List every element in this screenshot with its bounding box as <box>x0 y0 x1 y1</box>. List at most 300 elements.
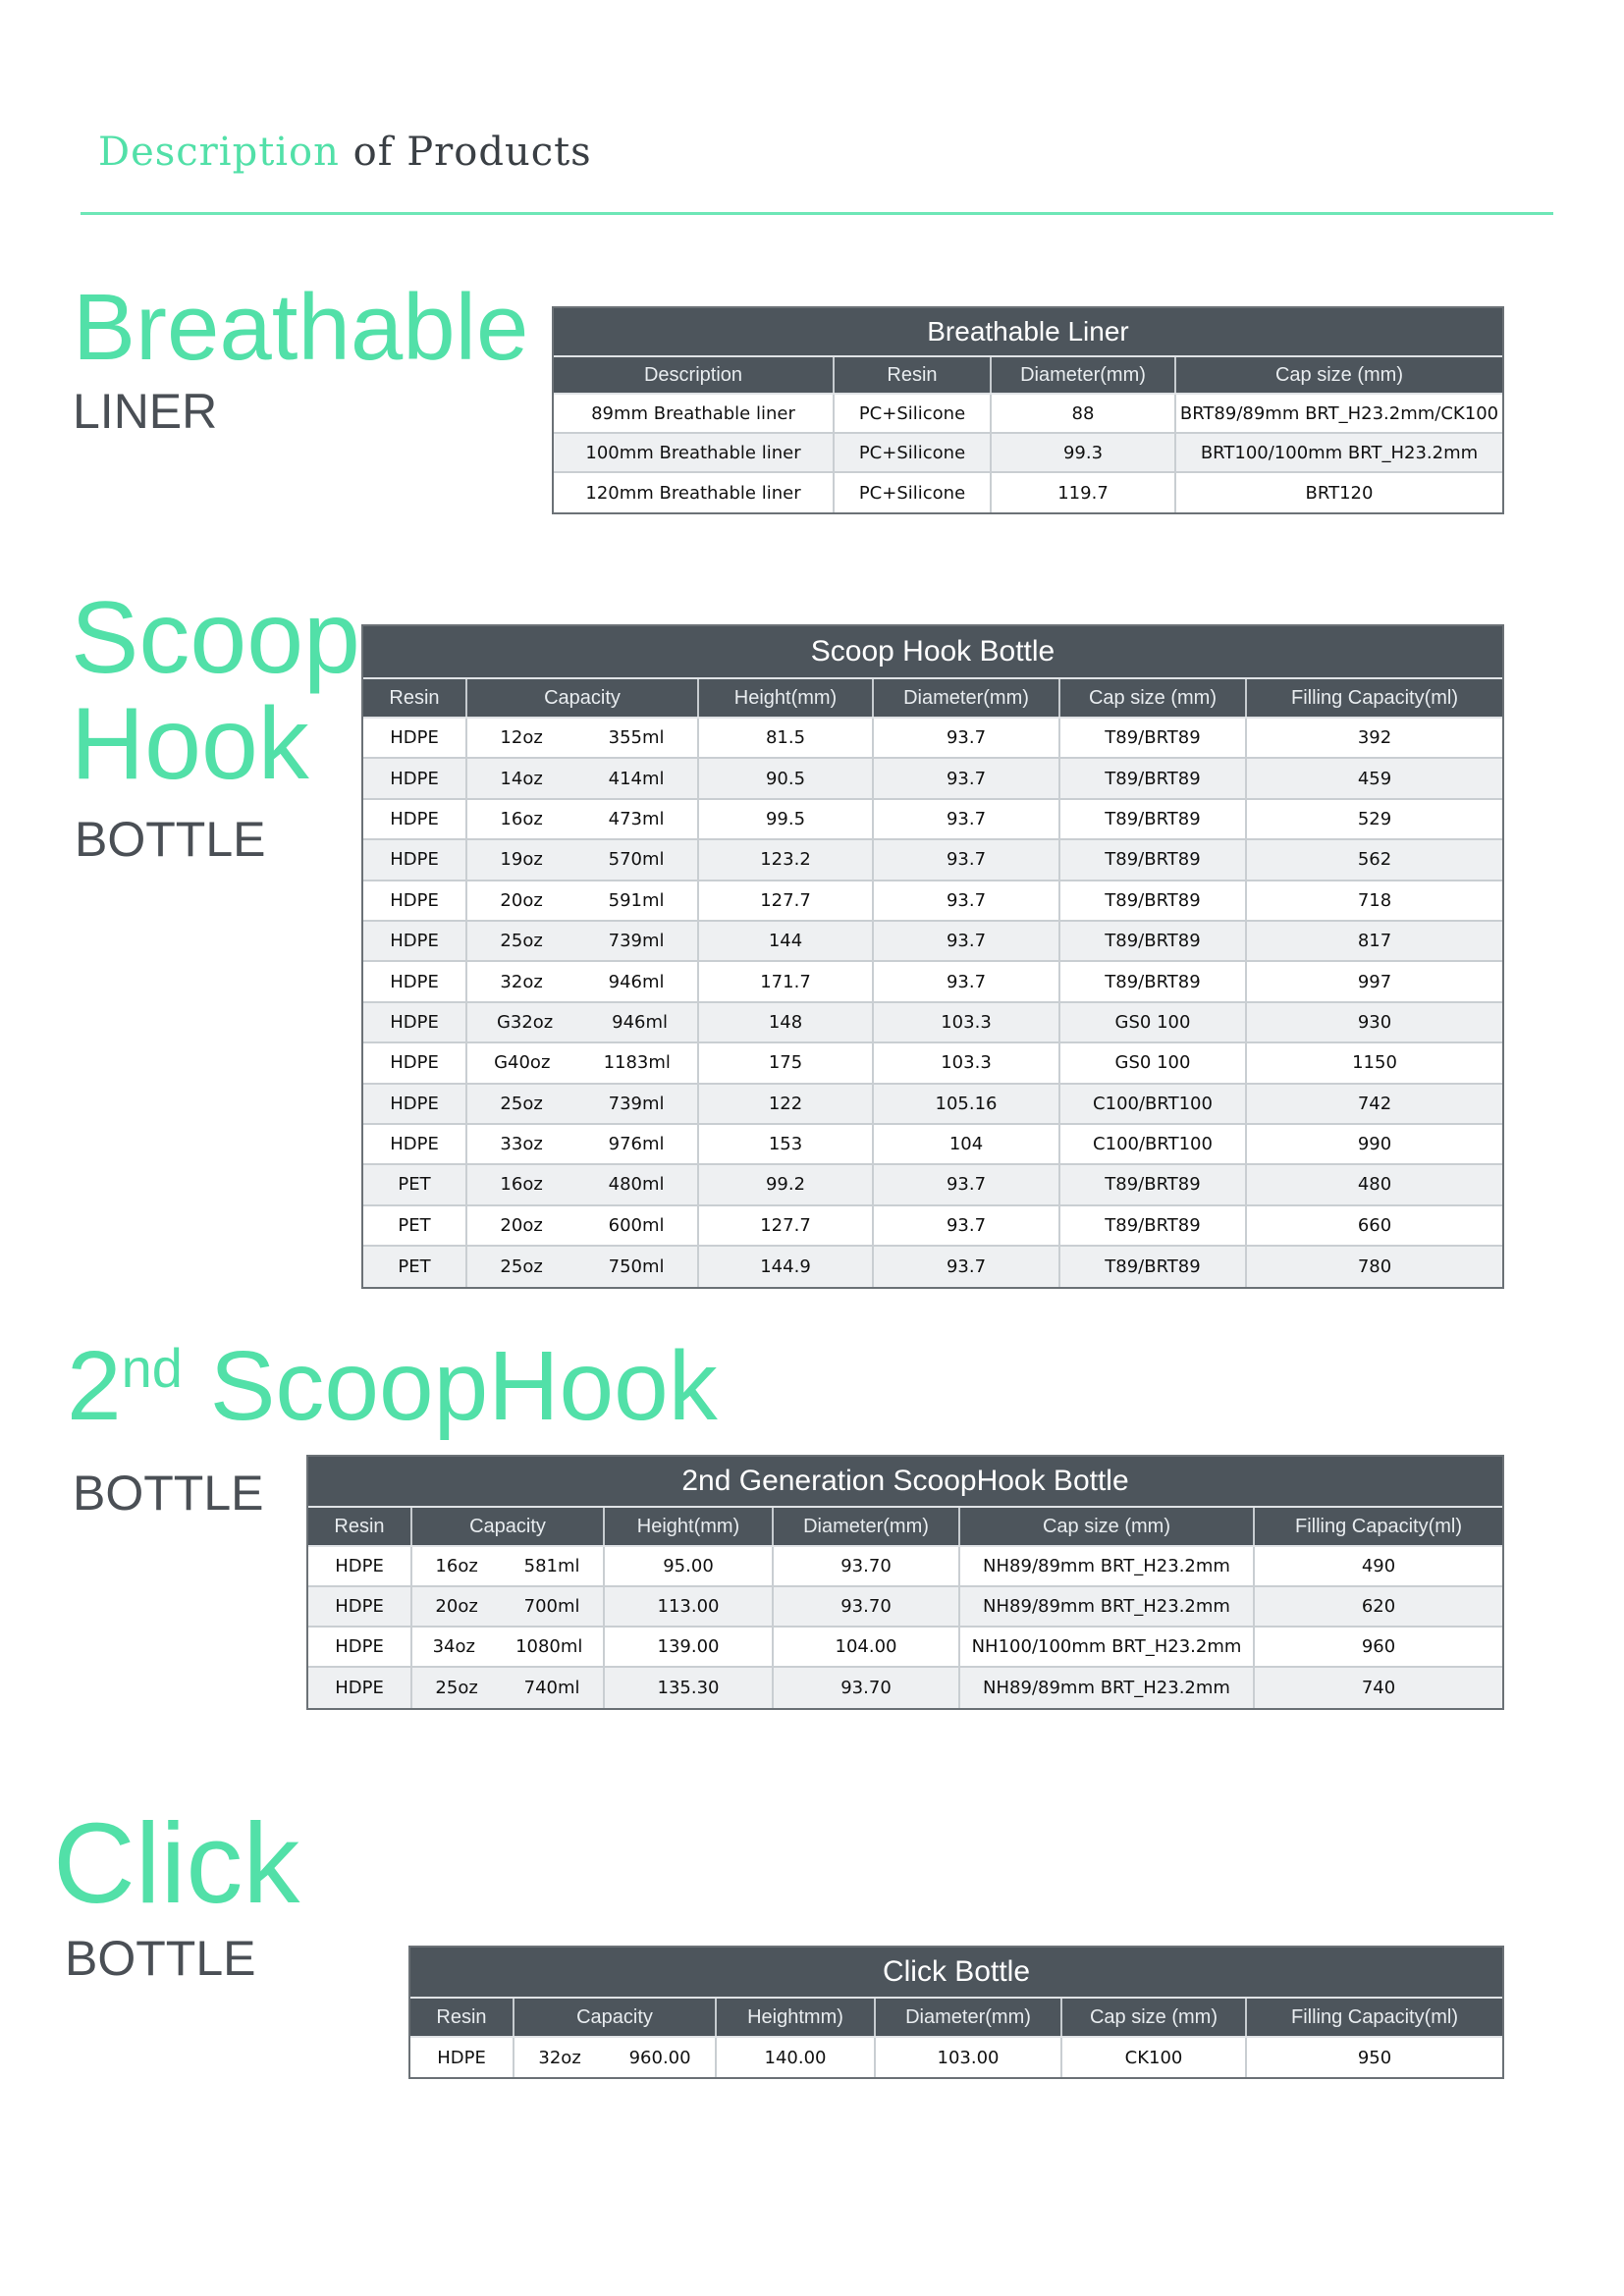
table-cell <box>1176 395 1502 434</box>
column-header: Cap size (mm) <box>1060 679 1247 717</box>
breathable-title: Breathable <box>73 275 529 380</box>
cell-value: 32oz <box>500 971 543 992</box>
cell-value: 103.3 <box>941 1052 992 1074</box>
cell-value: 620 <box>1361 1596 1396 1617</box>
table-title: 2nd Generation ScoopHook Bottle <box>308 1457 1502 1506</box>
cell-value: 946ml <box>612 1011 669 1033</box>
cell-value: 1080ml <box>515 1636 583 1657</box>
cell-value: 139.00 <box>657 1636 720 1657</box>
table-cell <box>363 922 467 962</box>
table-row <box>363 1003 1502 1043</box>
table-row <box>363 962 1502 1002</box>
cell-value: 780 <box>1357 1256 1392 1278</box>
table-cell <box>467 719 699 759</box>
cell-value: 32oz <box>538 2047 581 2068</box>
table-cell <box>774 1547 960 1587</box>
table-cell <box>467 1247 699 1287</box>
table-cell <box>363 962 467 1002</box>
cell-value: 1150 <box>1352 1052 1397 1074</box>
column-header: Filling Capacity(ml) <box>1294 1515 1463 1537</box>
cell-value: 20oz <box>500 1214 543 1236</box>
cell-value: T89/BRT89 <box>1105 727 1201 749</box>
table-cell <box>717 2038 876 2077</box>
table-row <box>363 719 1502 759</box>
table-cell <box>1060 962 1247 1002</box>
table-cell <box>514 2038 717 2077</box>
column-header: Diameter(mm) <box>774 1508 960 1545</box>
table-title: Click Bottle <box>410 1948 1502 1997</box>
cell-value: 127.7 <box>760 889 811 911</box>
table-cell <box>1060 1247 1247 1287</box>
click-subtitle: BOTTLE <box>65 1931 256 1986</box>
table-row <box>308 1628 1502 1668</box>
cell-value: HDPE <box>390 1093 439 1114</box>
cell-value: 123.2 <box>760 849 811 871</box>
column-header: Resin <box>410 1999 514 2036</box>
table-cell <box>554 395 835 434</box>
table-row <box>363 1085 1502 1125</box>
table-cell <box>467 800 699 840</box>
table-row <box>363 1206 1502 1247</box>
table-cell <box>467 922 699 962</box>
table-cell <box>1060 1206 1247 1247</box>
table-cell <box>467 1043 699 1084</box>
table-cell <box>774 1628 960 1668</box>
cell-value: BRT120 <box>1305 482 1374 504</box>
cell-value: T89/BRT89 <box>1105 1174 1201 1196</box>
table-cell <box>1247 800 1502 840</box>
cell-value: HDPE <box>390 727 439 749</box>
cell-value: NH89/89mm BRT_H23.2mm <box>983 1596 1230 1617</box>
cell-value: 950 <box>1357 2047 1392 2068</box>
cell-value: 93.70 <box>840 1556 892 1576</box>
cell-value: PET <box>398 1174 431 1196</box>
table-row <box>308 1668 1502 1708</box>
table-cell <box>1255 1668 1502 1708</box>
cell-value: 113.00 <box>657 1596 720 1617</box>
cell-value: 718 <box>1357 889 1392 911</box>
cell-value: C100/BRT100 <box>1093 1093 1213 1114</box>
table-cell <box>960 1628 1255 1668</box>
table-cell <box>467 1003 699 1043</box>
table-row <box>308 1547 1502 1587</box>
table-cell <box>1247 2038 1502 2077</box>
page-title-rest: of Products <box>339 130 592 175</box>
cell-value: 25oz <box>500 1093 543 1114</box>
table-header-row <box>410 1997 1502 2038</box>
table-cell <box>1247 719 1502 759</box>
cell-value: GS0 100 <box>1114 1052 1191 1074</box>
table-cell <box>467 881 699 922</box>
cell-value: 89mm Breathable liner <box>591 402 795 424</box>
cell-value: 392 <box>1357 727 1392 749</box>
cell-value: 600ml <box>608 1214 665 1236</box>
cell-value: 562 <box>1357 849 1392 871</box>
cell-value: 480ml <box>608 1174 665 1196</box>
table-cell <box>874 1165 1060 1205</box>
cell-value: 34oz <box>432 1636 475 1657</box>
cell-value: 16oz <box>500 1174 543 1196</box>
cell-value: 81.5 <box>765 727 806 749</box>
cell-value: 739ml <box>608 931 665 952</box>
table-cell <box>1060 1043 1247 1084</box>
cell-value: 12oz <box>500 727 543 749</box>
cell-value: G40oz <box>494 1052 551 1074</box>
column-header: Cap size (mm) <box>1274 363 1403 386</box>
table-row <box>363 840 1502 881</box>
table-row <box>363 759 1502 799</box>
cell-value: HDPE <box>390 808 439 829</box>
table-cell <box>874 1043 1060 1084</box>
table-cell <box>699 922 874 962</box>
cell-value: 148 <box>768 1011 803 1033</box>
cell-value: 990 <box>1357 1134 1392 1155</box>
column-header: Cap size (mm) <box>960 1508 1255 1545</box>
table-cell <box>699 1125 874 1165</box>
table-cell <box>874 800 1060 840</box>
table-row <box>554 434 1502 473</box>
cell-value: 93.7 <box>946 727 987 749</box>
cell-value: 90.5 <box>765 768 806 789</box>
second-title-main: ScoopHook <box>182 1331 718 1441</box>
second-title <box>67 1331 718 1441</box>
scoop-subtitle: BOTTLE <box>75 812 266 867</box>
cell-value: BRT89/89mm BRT_H23.2mm/CK100 <box>1179 402 1499 424</box>
table-cell <box>308 1547 412 1587</box>
table-cell <box>1247 1125 1502 1165</box>
table-cell <box>363 719 467 759</box>
table-cell <box>699 840 874 881</box>
table-cell <box>1255 1547 1502 1587</box>
table-cell <box>1255 1628 1502 1668</box>
cell-value: 104 <box>948 1134 984 1155</box>
table-cell <box>467 1206 699 1247</box>
cell-value: 175 <box>768 1052 803 1074</box>
cell-value: PC+Silicone <box>858 482 966 504</box>
page-title-accent: Description <box>98 130 340 175</box>
table-cell <box>874 840 1060 881</box>
cell-value: 591ml <box>608 889 665 911</box>
cell-value: 25oz <box>500 1256 543 1278</box>
cell-value: 93.70 <box>840 1596 892 1617</box>
cell-value: 25oz <box>500 931 543 952</box>
cell-value: 529 <box>1357 808 1392 829</box>
table-cell <box>412 1587 605 1628</box>
table-cell <box>874 1085 1060 1125</box>
table-cell <box>412 1668 605 1708</box>
cell-value: 459 <box>1357 768 1392 789</box>
table-cell <box>874 1125 1060 1165</box>
column-header: Filling Capacity(ml) <box>1290 2005 1459 2028</box>
table-row <box>554 473 1502 512</box>
table-cell <box>1247 1206 1502 1247</box>
table-cell <box>699 1085 874 1125</box>
table-cell <box>363 1206 467 1247</box>
cell-value: 127.7 <box>760 1214 811 1236</box>
table-title: Scoop Hook Bottle <box>363 626 1502 677</box>
cell-value: 93.7 <box>946 1256 987 1278</box>
table-cell <box>467 759 699 799</box>
cell-value: 93.7 <box>946 931 987 952</box>
table-cell <box>1247 881 1502 922</box>
page-title <box>98 130 592 175</box>
column-header: Height(mm) <box>699 679 874 717</box>
table-cell <box>699 1247 874 1287</box>
cell-value: 93.7 <box>946 971 987 992</box>
cell-value: 960.00 <box>628 2047 691 2068</box>
cell-value: HDPE <box>390 931 439 952</box>
table-cell <box>554 473 835 512</box>
cell-value: 570ml <box>608 849 665 871</box>
table-cell <box>835 473 992 512</box>
cell-value: 105.16 <box>935 1093 998 1114</box>
table-cell <box>1247 1003 1502 1043</box>
table-cell <box>1247 840 1502 881</box>
table-cell <box>410 2038 514 2077</box>
cell-value: 16oz <box>500 808 543 829</box>
cell-value: 742 <box>1357 1093 1392 1114</box>
table-cell <box>467 1125 699 1165</box>
table-cell <box>1247 1247 1502 1287</box>
breathable-subtitle: LINER <box>73 384 218 439</box>
table-cell <box>363 759 467 799</box>
cell-value: HDPE <box>335 1678 384 1698</box>
table-cell <box>874 881 1060 922</box>
table-cell <box>554 434 835 473</box>
table-row <box>363 1125 1502 1165</box>
table-cell <box>1247 1165 1502 1205</box>
cell-value: 750ml <box>608 1256 665 1278</box>
table-cell <box>605 1668 774 1708</box>
cell-value: HDPE <box>390 768 439 789</box>
table-cell <box>1176 434 1502 473</box>
cell-value: 103.00 <box>937 2047 1000 2068</box>
cell-value: 740ml <box>523 1678 580 1698</box>
cell-value: 99.2 <box>765 1174 806 1196</box>
table-cell <box>1060 759 1247 799</box>
cell-value: 817 <box>1357 931 1392 952</box>
table-cell <box>1247 1085 1502 1125</box>
table-cell <box>699 962 874 1002</box>
column-header: Capacity <box>514 1999 717 2036</box>
table-cell <box>308 1587 412 1628</box>
cell-value: 153 <box>768 1134 803 1155</box>
cell-value: 355ml <box>608 727 665 749</box>
cell-value: 960 <box>1361 1636 1396 1657</box>
click-title: Click <box>53 1799 300 1927</box>
cell-value: PET <box>398 1256 431 1278</box>
table-cell <box>1060 1085 1247 1125</box>
table-cell <box>1247 759 1502 799</box>
cell-value: 660 <box>1357 1214 1392 1236</box>
scoop-title-line1: Scoop <box>71 581 360 695</box>
click-bottle-table <box>408 1946 1504 2079</box>
cell-value: NH100/100mm BRT_H23.2mm <box>971 1636 1242 1657</box>
column-header: Resin <box>308 1508 412 1545</box>
table-cell <box>874 1247 1060 1287</box>
cell-value: 100mm Breathable liner <box>585 442 801 463</box>
cell-value: 490 <box>1361 1556 1396 1576</box>
cell-value: 20oz <box>500 889 543 911</box>
cell-value: 20oz <box>435 1596 478 1617</box>
table-cell <box>774 1587 960 1628</box>
table-cell <box>874 962 1060 1002</box>
cell-value: 120mm Breathable liner <box>585 482 801 504</box>
cell-value: 99.3 <box>1062 442 1104 463</box>
table-cell <box>1060 1003 1247 1043</box>
table-cell <box>874 1206 1060 1247</box>
cell-value: 480 <box>1357 1174 1392 1196</box>
table-header-row <box>363 677 1502 719</box>
table-row <box>363 1043 1502 1084</box>
header-rule <box>81 212 1553 215</box>
cell-value: 14oz <box>500 768 543 789</box>
cell-value: 700ml <box>523 1596 580 1617</box>
cell-value: T89/BRT89 <box>1105 768 1201 789</box>
cell-value: HDPE <box>335 1636 384 1657</box>
table-cell <box>699 1165 874 1205</box>
cell-value: 99.5 <box>765 808 806 829</box>
cell-value: NH89/89mm BRT_H23.2mm <box>983 1678 1230 1698</box>
table-cell <box>1176 473 1502 512</box>
table-row <box>410 2038 1502 2077</box>
cell-value: 144 <box>768 931 803 952</box>
table-cell <box>467 1085 699 1125</box>
table-cell <box>363 1165 467 1205</box>
cell-value: CK100 <box>1124 2047 1183 2068</box>
cell-value: 946ml <box>608 971 665 992</box>
table-cell <box>960 1668 1255 1708</box>
cell-value: 414ml <box>608 768 665 789</box>
column-header: Resin <box>835 357 992 393</box>
cell-value: 976ml <box>608 1134 665 1155</box>
table-cell <box>1062 2038 1247 2077</box>
column-header: Capacity <box>467 679 699 717</box>
table-cell <box>363 1085 467 1125</box>
cell-value: C100/BRT100 <box>1093 1134 1213 1155</box>
cell-value: 473ml <box>608 808 665 829</box>
table-cell <box>308 1668 412 1708</box>
table-cell <box>960 1547 1255 1587</box>
table-cell <box>1247 922 1502 962</box>
cell-value: 740 <box>1361 1678 1396 1698</box>
second-title-sup: nd <box>121 1337 183 1399</box>
column-header: Diameter(mm) <box>874 679 1060 717</box>
table-cell <box>874 719 1060 759</box>
cell-value: 1183ml <box>603 1052 671 1074</box>
cell-value: HDPE <box>437 2047 486 2068</box>
table-cell <box>467 840 699 881</box>
column-header: Description <box>554 357 835 393</box>
table-cell <box>1060 719 1247 759</box>
table-cell <box>363 1125 467 1165</box>
cell-value: T89/BRT89 <box>1105 808 1201 829</box>
cell-value: G32oz <box>496 1011 554 1033</box>
table-row <box>554 395 1502 434</box>
table-cell <box>876 2038 1062 2077</box>
cell-value: T89/BRT89 <box>1105 971 1201 992</box>
cell-value: PC+Silicone <box>858 402 966 424</box>
cell-value: T89/BRT89 <box>1105 849 1201 871</box>
cell-value: 581ml <box>523 1556 580 1576</box>
table-cell <box>1060 1125 1247 1165</box>
table-row <box>363 1165 1502 1205</box>
table-row <box>363 881 1502 922</box>
table-cell <box>1060 840 1247 881</box>
cell-value: 997 <box>1357 971 1392 992</box>
cell-value: NH89/89mm BRT_H23.2mm <box>983 1556 1230 1576</box>
cell-value: 171.7 <box>760 971 811 992</box>
cell-value: BRT100/100mm BRT_H23.2mm <box>1200 442 1479 463</box>
table-cell <box>363 800 467 840</box>
table-cell <box>699 881 874 922</box>
table-cell <box>835 434 992 473</box>
table-cell <box>699 759 874 799</box>
column-header: Capacity <box>412 1508 605 1545</box>
cell-value: PC+Silicone <box>858 442 966 463</box>
cell-value: 33oz <box>500 1134 543 1155</box>
cell-value: 122 <box>768 1093 803 1114</box>
table-cell <box>1060 922 1247 962</box>
table-cell <box>363 1043 467 1084</box>
table-cell <box>605 1547 774 1587</box>
table-cell <box>1060 1165 1247 1205</box>
cell-value: HDPE <box>335 1556 384 1576</box>
table-cell <box>874 1003 1060 1043</box>
cell-value: 88 <box>1071 402 1095 424</box>
table-row <box>308 1587 1502 1628</box>
table-cell <box>699 719 874 759</box>
table-cell <box>363 840 467 881</box>
cell-value: T89/BRT89 <box>1105 889 1201 911</box>
table-cell <box>1060 800 1247 840</box>
table-cell <box>699 1206 874 1247</box>
scoop-hook-table <box>361 624 1504 1289</box>
table-cell <box>774 1668 960 1708</box>
cell-value: 140.00 <box>764 2047 827 2068</box>
breathable-liner-table <box>552 306 1504 514</box>
table-cell <box>1247 1043 1502 1084</box>
table-cell <box>363 1247 467 1287</box>
cell-value: 135.30 <box>657 1678 720 1698</box>
cell-value: 119.7 <box>1057 482 1109 504</box>
table-cell <box>1247 962 1502 1002</box>
table-cell <box>412 1547 605 1587</box>
table-cell <box>605 1628 774 1668</box>
table-cell <box>874 922 1060 962</box>
cell-value: HDPE <box>390 889 439 911</box>
cell-value: HDPE <box>335 1596 384 1617</box>
table-cell <box>835 395 992 434</box>
table-cell <box>308 1628 412 1668</box>
cell-value: 25oz <box>435 1678 478 1698</box>
cell-value: 93.7 <box>946 768 987 789</box>
column-header: Heightmm) <box>717 1999 876 2036</box>
table-cell <box>467 962 699 1002</box>
second-gen-table <box>306 1455 1504 1710</box>
table-row <box>363 922 1502 962</box>
cell-value: PET <box>398 1214 431 1236</box>
cell-value: 739ml <box>608 1093 665 1114</box>
cell-value: GS0 100 <box>1114 1011 1191 1033</box>
scoop-title-line2: Hook <box>71 687 309 801</box>
table-row <box>363 800 1502 840</box>
column-header: Height(mm) <box>605 1508 774 1545</box>
cell-value: 104.00 <box>835 1636 897 1657</box>
table-cell <box>699 800 874 840</box>
cell-value: 93.70 <box>840 1678 892 1698</box>
cell-value: HDPE <box>390 971 439 992</box>
